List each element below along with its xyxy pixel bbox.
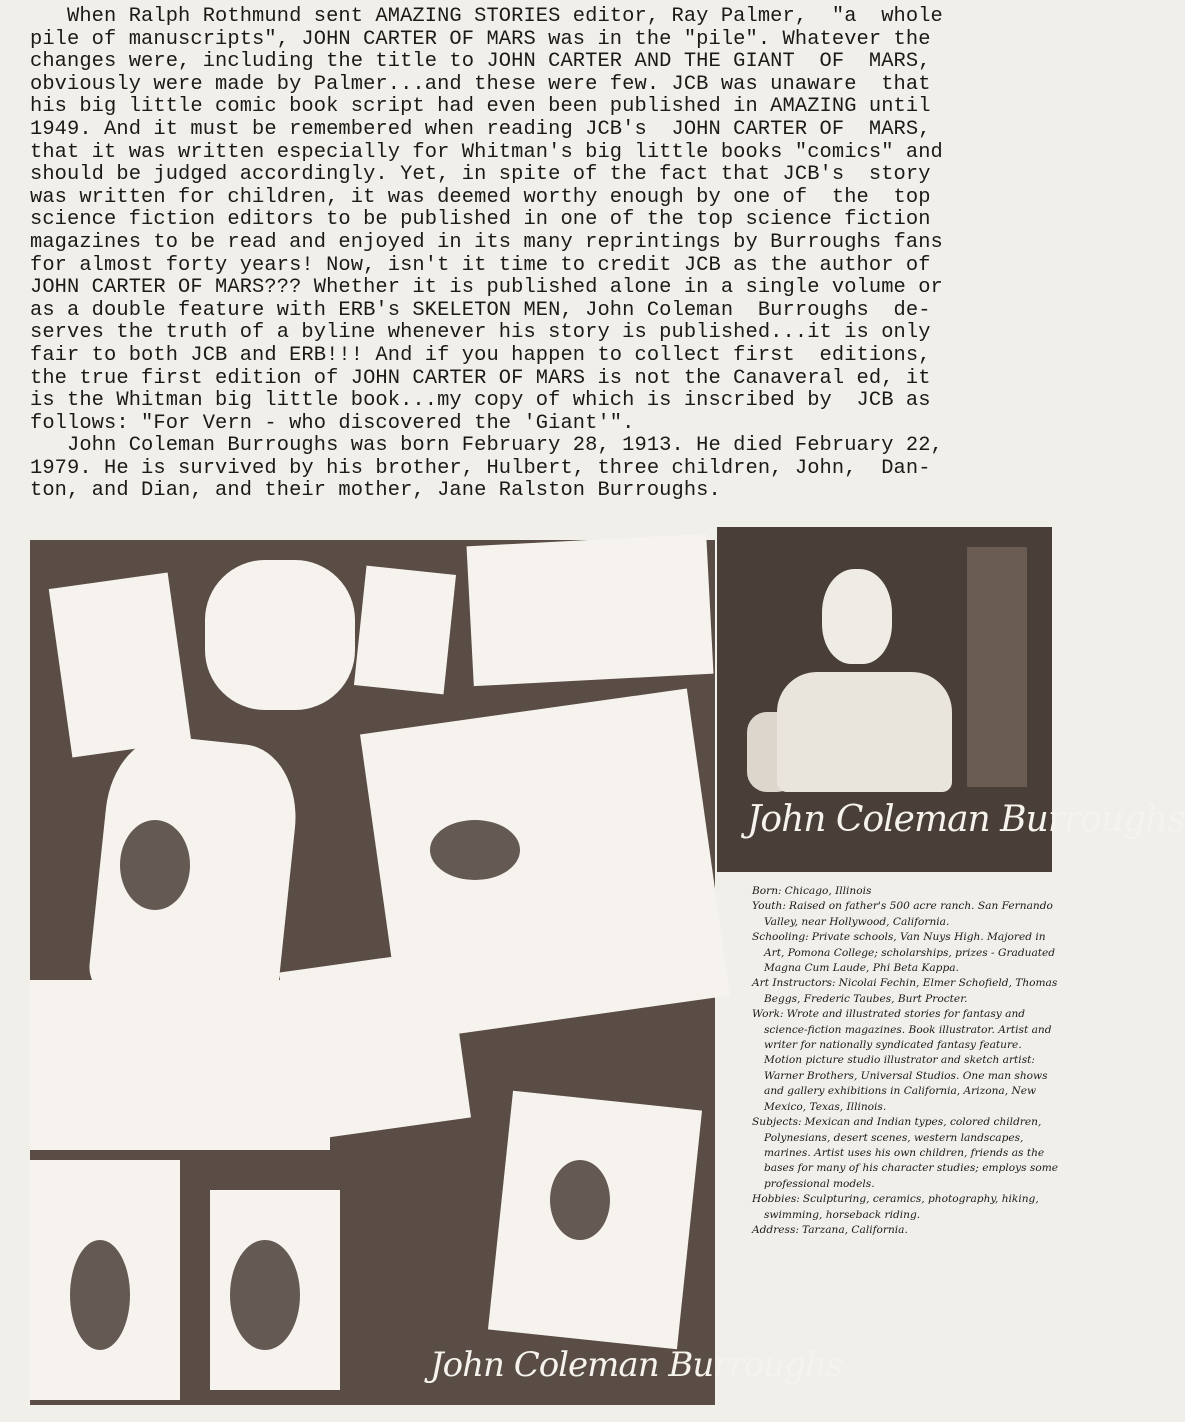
article-text [30, 6, 1030, 503]
article-line: science fiction editors to be published in one of the top science fiction [30, 208, 931, 232]
bio-entry [752, 884, 1062, 899]
artist-shirt [777, 672, 952, 792]
article-line: changes were, including the title to JOHN CARTER AND THE GIANT OF MARS, [30, 50, 931, 74]
bio-entry [752, 1115, 1062, 1192]
article-line: obviously were made by Palmer...and these were few. JCB was unaware that [30, 72, 931, 96]
bio-entry [752, 1192, 1062, 1223]
bio-entry [752, 930, 1062, 976]
bio-value: Chicago, Illinois [784, 885, 872, 897]
bio-value: Private schools, Van Nuys High. Majored in Art, Pomona College; scholarships, prizes - Graduated Magna Cum Laude, Phi Beta Kappa. [764, 931, 1056, 975]
bio-entry [752, 1223, 1062, 1238]
figure-shadow [550, 1160, 610, 1240]
bio-label: Work: [752, 1008, 784, 1021]
figure-shadow [230, 1240, 300, 1350]
portrait-sketch [205, 560, 355, 710]
bio-value: Tarzana, California. [802, 1223, 908, 1236]
bio-entry [752, 976, 1062, 1007]
article-line: 1949. And it must be remembered when reading JCB's JOHN CARTER OF MARS, [30, 117, 931, 141]
portrait-signature: John Coleman Burroughs [747, 799, 1185, 840]
artist-head [822, 569, 892, 664]
article-line: John Coleman Burroughs was born February 28, 1913. He died February 22, [30, 434, 943, 458]
bio-label: Youth: [752, 900, 786, 913]
bio-value: Nicolai Fechin, Elmer Schofield, Thomas Beggs, Frederic Taubes, Burt Procter. [764, 977, 1058, 1005]
bio-value: Mexican and Indian types, colored children, Polynesians, desert scenes, western landscapes, marines. Artist uses his own children, friends as the bases for many of his character studies; employs some professional models. [764, 1116, 1059, 1190]
bio-value: Sculpturing, ceramics, photography, hiking, swimming, horseback riding. [764, 1193, 1039, 1221]
collage-signature: John Coleman Burroughs [430, 1345, 843, 1385]
figure-shadow [430, 820, 520, 880]
article-line: should be judged accordingly. Yet, in spite of the fact that JCB's story [30, 163, 931, 187]
article-line: 1979. He is survived by his brother, Hulbert, three children, John, Dan- [30, 456, 931, 480]
article-line: the true first edition of JOHN CARTER OF MARS is not the Canaveral ed, it [30, 366, 931, 390]
artist-bio [752, 884, 1062, 1238]
bio-entry [752, 1007, 1062, 1115]
painting-panel [279, 949, 471, 1141]
article-line: as a double feature with ERB's SKELETON MEN, John Coleman Burroughs de- [30, 298, 931, 322]
article-line: was written for children, it was deemed worthy enough by one of the top [30, 185, 931, 209]
article-line: his big little comic book script had even been published in AMAZING until [30, 95, 931, 119]
painting-panel [49, 572, 191, 757]
bio-value: Raised on father's 500 acre ranch. San Fernando Valley, near Hollywood, California. [764, 900, 1053, 928]
article-line: When Ralph Rothmund sent AMAZING STORIES editor, Ray Palmer, "a whole [30, 5, 943, 28]
figure-shadow [120, 820, 190, 910]
bio-label: Born: [752, 885, 782, 897]
artist-portrait-photo [717, 527, 1185, 872]
article-line: follows: "For Vern - who discovered the 'Giant'". [30, 411, 635, 435]
painting-panel [354, 566, 456, 695]
article-line: JOHN CARTER OF MARS??? Whether it is published alone in a single volume or [30, 276, 943, 300]
bio-label: Art Instructors: [752, 977, 836, 990]
bio-label: Schooling: [752, 931, 809, 944]
article-line: is the Whitman big little book...my copy of which is inscribed by JCB as [30, 389, 931, 413]
article-line: magazines to be read and enjoyed in its many reprintings by Burroughs fans [30, 230, 943, 254]
bio-label: Hobbies: [752, 1193, 800, 1206]
bio-label: Subjects: [752, 1116, 802, 1129]
article-line: that it was written especially for Whitman's big little books "comics" and [30, 140, 943, 164]
figure-shadow [70, 1240, 130, 1350]
article-line: serves the truth of a byline whenever his story is published...it is only [30, 321, 931, 345]
easel [967, 547, 1027, 787]
article-line: pile of manuscripts", JOHN CARTER OF MARS was in the "pile". Whatever the [30, 27, 931, 51]
article-line: for almost forty years! Now, isn't it time to credit JCB as the author of [30, 253, 931, 277]
portrait-sketch [616, 547, 694, 634]
article-line: ton, and Dian, and their mother, Jane Ralston Burroughs. [30, 479, 721, 503]
bio-entry [752, 899, 1062, 930]
bio-value: Wrote and illustrated stories for fantasy and science-fiction magazines. Book illustrator. Artist and writer for nationally syndicated fantasy feature. Motion picture studio illustrator and sketch artist: Warner Brothers, Universal Studios. One man shows and gallery exhibitions in California, Arizona, New Mexico, Texas, Illinois. [764, 1008, 1052, 1113]
article-line: fair to both JCB and ERB!!! And if you happen to collect first editions, [30, 343, 931, 367]
bio-label: Address: [752, 1223, 799, 1236]
